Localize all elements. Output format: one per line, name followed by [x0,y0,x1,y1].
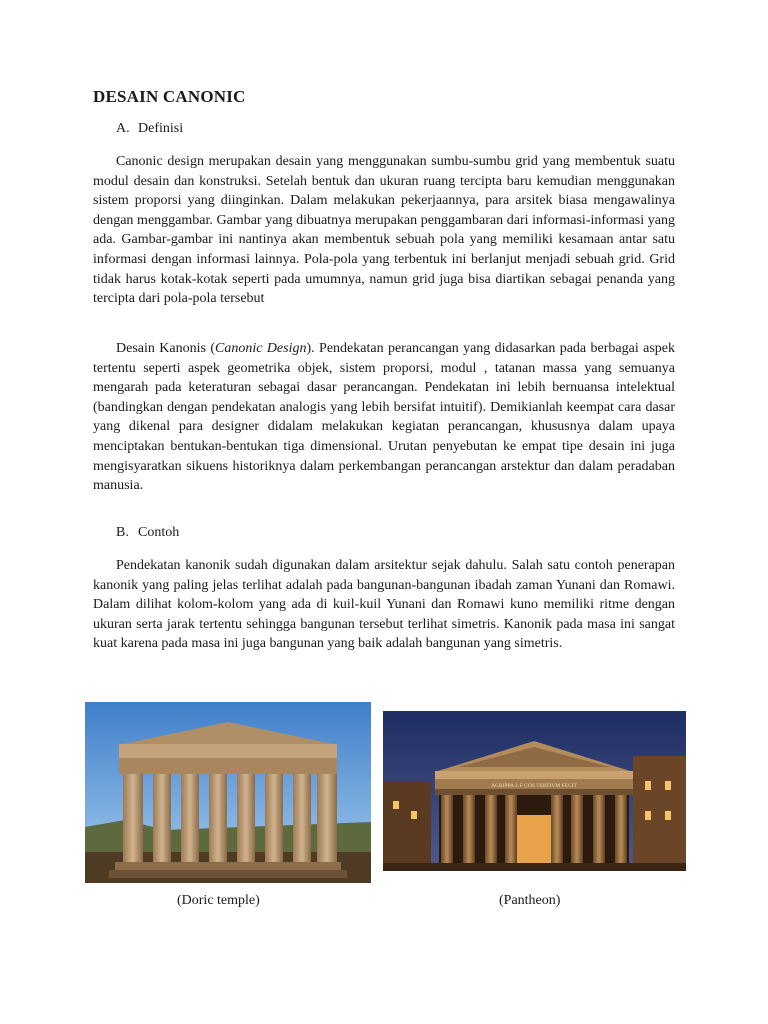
page-title: DESAIN CANONIC [93,87,246,106]
paragraph-example: Pendekatan kanonik sudah digunakan dalam arsitektur sejak dahulu. Salah satu contoh penerapan kanonik yang paling jelas terlihat adalah pada bangunan-bangunan ibadah zaman Yunani dan Romawi. Dalam dilihat kolom-kolom yang ada di kuil-kuil Yunani dan Romawi kuno memiliki ritme dengan ukuran serta jarak tertentu sehingga bangunan tersebut terlihat simetris. Kanonik pada masa ini sangat kuat karena pada masa ini juga bangunan yang baik adalah bangunan yang simetris. [93,558,675,652]
section-b-number: B. [116,525,129,540]
pantheon-inscription: AGRIPPA L F COS TERTIVM FECIT [491,783,577,789]
paragraph-definition: Canonic design merupakan desain yang menggunakan sumbu-sumbu grid yang membentuk suatu modul desain dan konstruksi. Setelah bentuk dan ukuran ruang tercipta baru kemudian menggunakan sistem proporsi yang diinginkan. Dalam melakukan pekerjaannya, para arsitek biasa mengawalinya dengan menggambar. Gambar yang dibuatnya merupakan penggambaran dari informasi-informasi yang ada. Gambar-gambar ini nantinya akan membentuk sebuah pola yang memiliki kesamaan antar satu informasi dengan informasi lainnya. Pola-pola yang terbentuk ini berlanjut menjadi sebuah grid. Grid tidak harus kotak-kotak seperti pada umumnya, namun grid juga bisa diartikan sebagai penanda yang tercipta dari pola-pola tersebut [93,154,675,307]
section-a-heading [116,121,183,137]
pantheon-image [383,711,686,871]
doric-temple-illustration [85,702,371,883]
doric-temple-image [85,702,371,883]
doric-temple-caption: (Doric temple) [177,893,260,908]
section-b-title: Contoh [138,525,180,540]
section-a-number: A. [116,121,130,136]
pantheon-illustration [383,711,686,871]
section-a-title: Definisi [138,121,184,136]
pantheon-caption: (Pantheon) [499,893,561,908]
section-b-heading [116,525,179,541]
para2-body: ). Pendekatan perancangan yang didasarkan pada berbagai aspek tertentu seperti aspek geometrika objek, sistem proporsi, modul , tatanan massa yang semuanya mengarah pada keteraturan sebagai dasar perancangan. Pendekatan ini lebih bernuansa intelektual (bandingkan dengan pendekatan analogis yang lebih bersifat intuitif). Demikianlah keempat cara dasar yang dikenal para designer didalam melakukan kegiatan perancangan, khususnya dalam upaya menciptakan bentukan-bentukan tiga dimensional. Urutan penyebutan ke empat tipe desain ini juga mengisyaratkan sikuens historiknya dalam perkembangan perancangan arstektur dan dalam peradaban manusia. [93,341,675,494]
para2-lead: Desain Kanonis ( [116,341,215,356]
paragraph-canonic-design [93,339,675,496]
para2-italic-term: Canonic Design [214,341,307,356]
